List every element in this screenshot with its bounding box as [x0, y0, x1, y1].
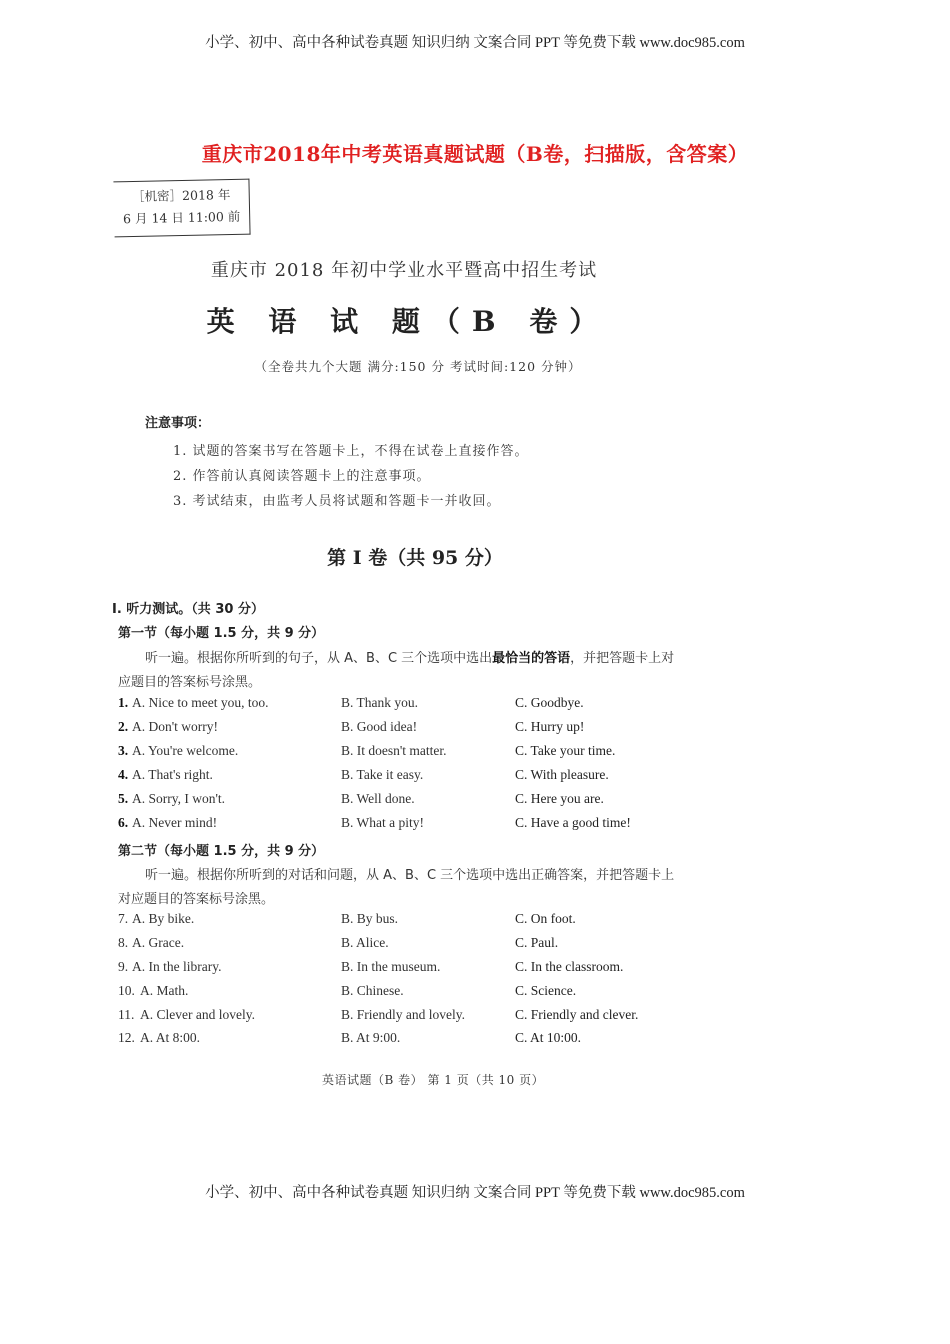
question-number: 10.: [118, 983, 135, 998]
note-item: 2. 作答前认真阅读答题卡上的注意事项。: [173, 469, 431, 484]
document-title: 重庆市2018年中考英语真题试题（B卷，扫描版，含答案）: [201, 142, 749, 166]
question-number: 4.: [118, 767, 129, 782]
question-row: [118, 1007, 738, 1027]
question-number: 9.: [118, 959, 129, 974]
option-b: B. It doesn't matter.: [341, 743, 447, 758]
site-banner-top: 小学、初中、高中各种试卷真题 知识归纳 文案合同 PPT 等免费下载 www.doc985.com: [205, 35, 745, 51]
option-c: C. On foot.: [515, 911, 576, 926]
option-a: A. You're welcome.: [132, 743, 239, 758]
question-number: 2.: [118, 719, 129, 734]
option-a: A. At 8:00.: [140, 1030, 201, 1045]
option-c: C. Take your time.: [515, 743, 616, 758]
option-b: B. Thank you.: [341, 695, 418, 710]
option-b: B. What a pity!: [341, 815, 424, 830]
question-row: [118, 743, 738, 763]
option-c: C. Science.: [515, 983, 577, 998]
note-item: 1. 试题的答案书写在答题卡上，不得在试卷上直接作答。: [173, 444, 529, 459]
question-row: [118, 959, 738, 979]
question-number: 1.: [118, 695, 129, 710]
question-row: [118, 935, 738, 955]
question-number: 6.: [118, 815, 129, 830]
question-row: [118, 911, 738, 931]
option-a: A. In the library.: [132, 959, 222, 974]
option-a: A. Sorry, I won't.: [132, 791, 226, 806]
stamp-line-2: 6 月 14 日 11:00 前: [122, 208, 241, 227]
question-number: 5.: [118, 791, 129, 806]
section1-instruction-line2: 应题目的答案标号涂黑。: [118, 675, 262, 690]
question-number: 7.: [118, 911, 129, 926]
note-item: 3. 考试结束，由监考人员将试题和答题卡一并收回。: [173, 494, 501, 509]
question-row: [118, 767, 738, 787]
site-banner-bottom: 小学、初中、高中各种试卷真题 知识归纳 文案合同 PPT 等免费下载 www.doc985.com: [205, 1185, 745, 1201]
listening-heading: I. 听力测试。（共 30 分）: [112, 602, 264, 617]
option-c: C. In the classroom.: [515, 959, 624, 974]
option-c: C. Goodbye.: [515, 695, 584, 710]
question-number: 8.: [118, 935, 129, 950]
option-a: A. Don't worry!: [132, 719, 219, 734]
option-a: A. Grace.: [132, 935, 185, 950]
option-b: B. Friendly and lovely.: [341, 1007, 465, 1022]
confidential-stamp: [113, 179, 250, 238]
option-a: A. By bike.: [132, 911, 195, 926]
option-c: C. Here you are.: [515, 791, 604, 806]
option-b: B. Chinese.: [341, 983, 404, 998]
question-row: [118, 791, 738, 811]
option-c: C. Friendly and clever.: [515, 1007, 639, 1022]
question-row: [118, 719, 738, 739]
section1-heading: 第一节（每小题 1.5 分，共 9 分）: [118, 626, 325, 641]
question-row: [118, 815, 738, 835]
option-a: A. Clever and lovely.: [140, 1007, 255, 1022]
question-row: [118, 695, 738, 715]
section1-instruction: [145, 647, 674, 666]
option-b: B. Take it easy.: [341, 767, 424, 782]
option-a: A. That's right.: [132, 767, 213, 782]
question-number: 12.: [118, 1030, 135, 1045]
option-b: B. In the museum.: [341, 959, 441, 974]
option-b: B. Good idea!: [341, 719, 418, 734]
instruction-text: 听一遍。根据你所听到的句子，从 A、B、C 三个选项中选出: [145, 651, 493, 666]
option-c: C. At 10:00.: [515, 1030, 582, 1045]
option-b: B. Well done.: [341, 791, 415, 806]
option-b: B. Alice.: [341, 935, 389, 950]
question-number: 11.: [118, 1007, 135, 1022]
option-b: B. At 9:00.: [341, 1030, 401, 1045]
instruction-text: ，并把答题卡上对: [570, 651, 675, 666]
option-c: C. With pleasure.: [515, 767, 609, 782]
instruction-emphasis: 最恰当的答语: [492, 651, 571, 666]
question-row: [118, 1030, 738, 1050]
paper-title: 英 语 试 题（B 卷）: [206, 305, 610, 338]
option-b: B. By bus.: [341, 911, 399, 926]
section2-instruction-line2: 对应题目的答案标号涂黑。: [118, 892, 275, 907]
question-number: 3.: [118, 743, 129, 758]
question-row: [118, 983, 738, 1003]
option-c: C. Hurry up!: [515, 719, 585, 734]
stamp-line-1: ［机密］2018 年: [131, 186, 231, 205]
exam-name: 重庆市 2018 年初中学业水平暨高中招生考试: [210, 260, 598, 281]
option-c: C. Paul.: [515, 935, 559, 950]
part-title: 第 I 卷（共 95 分）: [327, 547, 503, 569]
page-footer: 英语试题（B 卷） 第 1 页（共 10 页）: [322, 1073, 545, 1087]
option-c: C. Have a good time!: [515, 815, 631, 830]
option-a: A. Math.: [140, 983, 189, 998]
notes-heading: 注意事项：: [145, 416, 211, 431]
section2-instruction: 听一遍。根据你所听到的对话和问题，从 A、B、C 三个选项中选出正确答案，并把答题卡上: [145, 868, 675, 883]
paper-info: （全卷共九个大题 满分:150 分 考试时间:120 分钟）: [254, 359, 582, 374]
option-a: A. Nice to meet you, too.: [132, 695, 269, 710]
option-a: A. Never mind!: [132, 815, 218, 830]
section2-heading: 第二节（每小题 1.5 分，共 9 分）: [118, 844, 325, 859]
